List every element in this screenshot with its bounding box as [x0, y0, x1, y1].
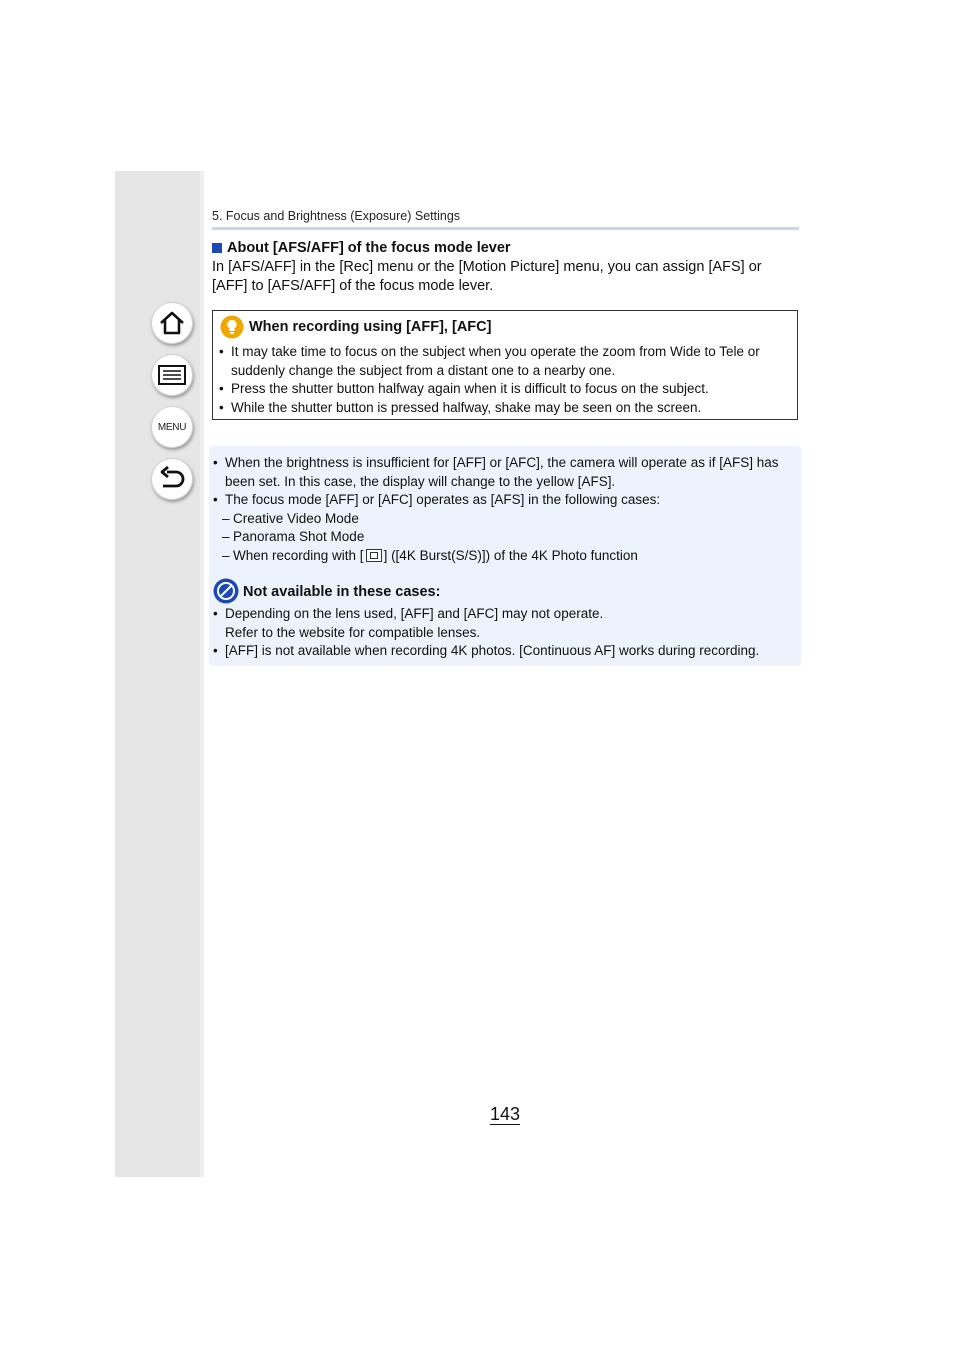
list-item: • [AFF] is not available when recording 4K photos. [Continuous AF] works during recording.: [212, 642, 796, 661]
list-item: • When the brightness is insufficient for [AFF] or [AFC], the camera will operate as if [AFS] has been set. In this case, the display will change to the yellow [AFS].: [212, 454, 796, 491]
case-item: – Creative Video Mode: [212, 510, 796, 529]
list-item: • It may take time to focus on the subject when you operate the zoom from Wide to Tele or suddenly change the subject from a distant one to a nearby one.: [218, 343, 790, 380]
header-rule: [212, 227, 799, 230]
menu-button[interactable]: [151, 406, 193, 448]
tip-list: [218, 343, 790, 417]
contents-button[interactable]: [151, 354, 193, 396]
section-title-text: About [AFS/AFF] of the focus mode lever: [227, 240, 511, 256]
case-item: – Panorama Shot Mode: [212, 528, 796, 547]
list-item-continuation: Refer to the website for compatible lenses.: [225, 624, 481, 640]
not-available-title: Not available in these cases:: [243, 584, 441, 600]
list-item: • Press the shutter button halfway again when it is difficult to focus on the subject.: [218, 380, 790, 399]
tip-title: When recording using [AFF], [AFC]: [249, 319, 492, 335]
not-available-icon: [213, 578, 239, 604]
square-bullet-icon: [212, 243, 222, 253]
list-icon: [157, 363, 187, 387]
menu-icon: MENU: [157, 421, 187, 433]
list-item: • Depending on the lens used, [AFF] and [AFC] may not operate.: [212, 605, 796, 624]
lightbulb-icon: [220, 315, 244, 339]
note-list: [212, 454, 796, 565]
section-title: [212, 240, 511, 256]
not-available-list: [212, 605, 796, 661]
note-box: [209, 446, 801, 666]
home-button[interactable]: [151, 302, 193, 344]
sidebar-edge: [200, 171, 204, 1177]
4k-burst-ss-icon: [366, 549, 382, 562]
back-arrow-icon: [158, 465, 186, 493]
home-icon: [158, 309, 186, 337]
list-item: • The focus mode [AFF] or [AFC] operates as [AFS] in the following cases:: [212, 491, 796, 510]
page-number: 143: [490, 1104, 521, 1124]
case-text-after: ] ([4K Burst(S/S)]) of the 4K Photo function: [383, 547, 638, 563]
case-text-before: When recording with [: [233, 547, 364, 563]
running-head: 5. Focus and Brightness (Exposure) Settings: [212, 209, 461, 223]
section-intro: In [AFS/AFF] in the [Rec] menu or the [Motion Picture] menu, you can assign [AFS] or [AFF] to [AFS/AFF] of the focus mode lever.: [212, 259, 762, 294]
back-button[interactable]: [151, 458, 193, 500]
tip-box: [212, 310, 798, 420]
list-item: • While the shutter button is pressed halfway, shake may be seen on the screen.: [218, 399, 790, 418]
case-item: [212, 547, 796, 566]
